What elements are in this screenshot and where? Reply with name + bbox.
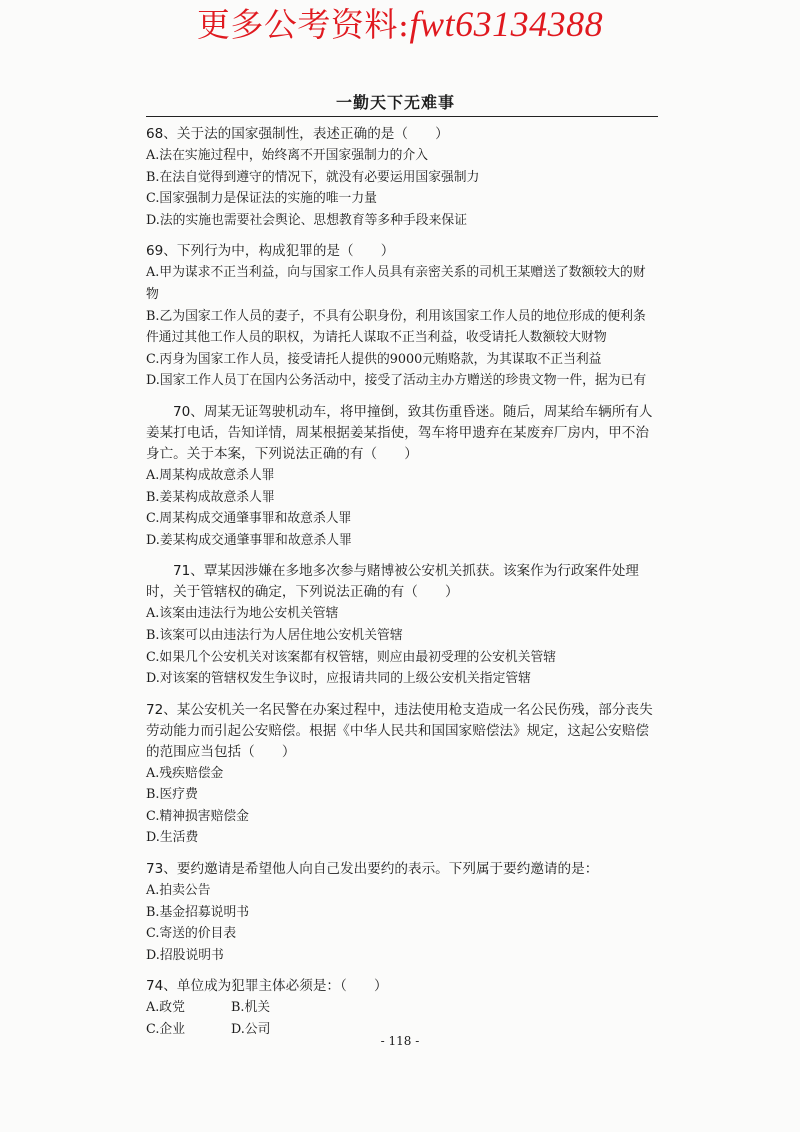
question-stem: 68、关于法的国家强制性，表述正确的是（ ） xyxy=(146,126,449,142)
option-c: C.如果几个公安机关对该案都有权管辖，则应由最初受理的公安机关管辖 xyxy=(146,649,557,665)
question-stem: 73、要约邀请是希望他人向自己发出要约的表示。下列属于要约邀请的是： xyxy=(146,861,599,878)
option-a: A.甲为谋求不正当利益，向与国家工作人员具有亲密关系的司机王某赠送了数额较大的财物 xyxy=(146,265,646,302)
question-69 xyxy=(146,241,656,392)
question-71 xyxy=(146,561,656,689)
option-a: A.该案由违法行为地公安机关管辖 xyxy=(146,606,339,622)
option-b: B.该案可以由违法行为人居住地公安机关管辖 xyxy=(146,627,403,643)
question-74 xyxy=(146,976,656,1040)
question-stem: 72、某公安机关一名民警在办案过程中，违法使用枪支造成一名公民伤残，部分丧失劳动能力而引起公安赔偿。根据《中华人民共和国国家赔偿法》规定，这起公安赔偿的范围应当包括（ ） xyxy=(146,701,653,760)
option-c: C.企业 xyxy=(146,1022,185,1038)
question-stem: 71、覃某因涉嫌在多地多次参与赌博被公安机关抓获。该案作为行政案件处理时，关于管辖权的确定，下列说法正确的有（ ） xyxy=(146,563,639,601)
watermark-cn: 更多公考资料: xyxy=(196,5,410,44)
option-d: D.法的实施也需要社会舆论、思想教育等多种手段来保证 xyxy=(146,212,467,228)
page-number: - 118 - xyxy=(380,1034,420,1048)
question-stem: 74、单位成为犯罪主体必须是：（ ） xyxy=(146,978,388,995)
option-a: A.周某构成故意杀人罪 xyxy=(146,467,275,483)
watermark xyxy=(0,4,800,45)
option-b: B.在法自觉得到遵守的情况下，就没有必要运用国家强制力 xyxy=(146,169,480,185)
option-b: B.乙为国家工作人员的妻子，不具有公职身份，利用该国家工作人员的地位形成的便利条件通过其他工作人员的职权，为请托人谋取不正当利益，收受请托人数额较大财物 xyxy=(146,308,646,346)
question-stem: 69、下列行为中，构成犯罪的是（ ） xyxy=(146,243,395,260)
option-d: D.对该案的管辖权发生争议时，应报请共同的上级公安机关指定管辖 xyxy=(146,671,531,687)
option-c: C.丙身为国家工作人员，接受请托人提供的9000元贿赂款，为其谋取不正当利益 xyxy=(146,351,602,367)
question-72 xyxy=(146,700,656,849)
option-a: A.残疾赔偿金 xyxy=(146,765,224,781)
option-d: D.招股说明书 xyxy=(146,947,224,963)
option-c: C.精神损害赔偿金 xyxy=(146,808,249,824)
option-c: C.寄送的价目表 xyxy=(146,926,237,942)
option-c: C.国家强制力是保证法的实施的唯一力量 xyxy=(146,191,377,207)
question-stem: 70、周某无证驾驶机动车，将甲撞倒，致其伤重昏迷。随后，周某给车辆所有人姜某打电话，告知详情，周某根据姜某指使，驾车将甲遗弃在某废弃厂房内，甲不治身亡。关于本案，下列说法正确的有（ ） xyxy=(146,403,653,462)
option-a: A.政党 xyxy=(146,1000,185,1016)
option-c: C.周某构成交通肇事罪和故意杀人罪 xyxy=(146,511,352,527)
option-d: D.生活费 xyxy=(146,830,199,846)
header-rule xyxy=(146,116,658,117)
option-a: A.法在实施过程中，始终离不开国家强制力的介入 xyxy=(146,148,429,163)
option-d: D.公司 xyxy=(231,1022,271,1038)
option-b: B.机关 xyxy=(231,1000,271,1016)
option-b: B.基金招募说明书 xyxy=(146,904,250,920)
question-73 xyxy=(146,859,656,966)
option-d: D.国家工作人员丁在国内公务活动中，接受了活动主办方赠送的珍贵文物一件，据为已有 xyxy=(146,373,647,389)
page-header-title: 一勤天下无难事 xyxy=(336,93,456,112)
option-b: B.姜某构成故意杀人罪 xyxy=(146,489,275,505)
option-b: B.医疗费 xyxy=(146,787,198,803)
question-70 xyxy=(146,402,656,551)
watermark-en: fwt63134388 xyxy=(409,4,604,44)
question-list xyxy=(146,124,656,1051)
question-68 xyxy=(146,124,656,231)
option-d: D.姜某构成交通肇事罪和故意杀人罪 xyxy=(146,532,352,548)
option-a: A.拍卖公告 xyxy=(146,883,211,899)
